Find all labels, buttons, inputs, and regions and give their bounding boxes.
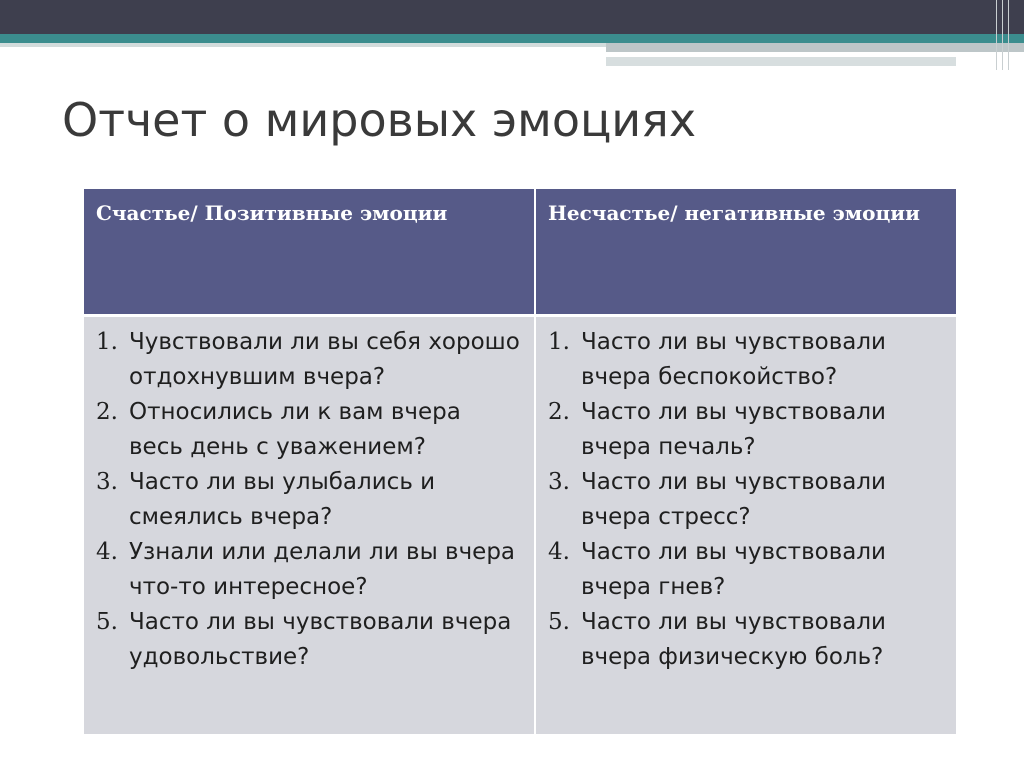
negative-questions-cell	[535, 316, 956, 735]
question-text: Часто ли вы чувствовали вчера физическую боль?	[581, 609, 886, 670]
top-band-teal	[0, 34, 1024, 43]
negative-questions-list	[548, 325, 944, 675]
list-item	[96, 465, 522, 535]
emotions-table	[84, 189, 956, 734]
question-text: Узнали или делали ли вы вчера что-то интересное?	[129, 539, 516, 600]
item-number: 5.	[548, 609, 570, 635]
top-band-light	[0, 43, 606, 47]
item-number: 1.	[96, 329, 118, 355]
question-text: Относились ли к вам вчера весь день с уважением?	[129, 399, 461, 460]
header-positive-emotions: Счастье/ Позитивные эмоции	[84, 189, 535, 316]
list-item	[548, 325, 944, 395]
positive-questions-list	[96, 325, 522, 675]
question-text: Чувствовали ли вы себя хорошо отдохнувшим вчера?	[129, 329, 520, 390]
question-text: Часто ли вы улыбались и смеялись вчера?	[129, 469, 436, 530]
decor-vertical-line	[996, 0, 997, 70]
list-item	[96, 535, 522, 605]
decor-vertical-line	[1002, 0, 1003, 70]
slide-title: Отчет о мировых эмоциях	[62, 93, 697, 147]
top-decoration-bands	[0, 0, 1024, 80]
question-text: Часто ли вы чувствовали вчера гнев?	[581, 539, 886, 600]
item-number: 3.	[96, 469, 118, 495]
positive-questions-cell	[84, 316, 535, 735]
list-item	[548, 465, 944, 535]
decor-vertical-line	[1008, 0, 1009, 70]
item-number: 2.	[548, 399, 570, 425]
list-item	[548, 535, 944, 605]
top-band-gray	[606, 43, 1024, 52]
table-header-row	[84, 189, 956, 316]
list-item	[96, 325, 522, 395]
header-negative-emotions: Несчастье/ негативные эмоции	[535, 189, 956, 316]
table-body-row	[84, 316, 956, 735]
top-band-gray-lower	[606, 57, 956, 66]
question-text: Часто ли вы чувствовали вчера удовольствие?	[129, 609, 512, 670]
question-text: Часто ли вы чувствовали вчера печаль?	[581, 399, 886, 460]
item-number: 2.	[96, 399, 118, 425]
item-number: 1.	[548, 329, 570, 355]
item-number: 3.	[548, 469, 570, 495]
list-item	[96, 395, 522, 465]
list-item	[548, 605, 944, 675]
list-item	[548, 395, 944, 465]
list-item	[96, 605, 522, 675]
question-text: Часто ли вы чувствовали вчера беспокойство?	[581, 329, 886, 390]
item-number: 5.	[96, 609, 118, 635]
item-number: 4.	[96, 539, 118, 565]
item-number: 4.	[548, 539, 570, 565]
question-text: Часто ли вы чувствовали вчера стресс?	[581, 469, 886, 530]
top-band-dark	[0, 0, 1024, 34]
